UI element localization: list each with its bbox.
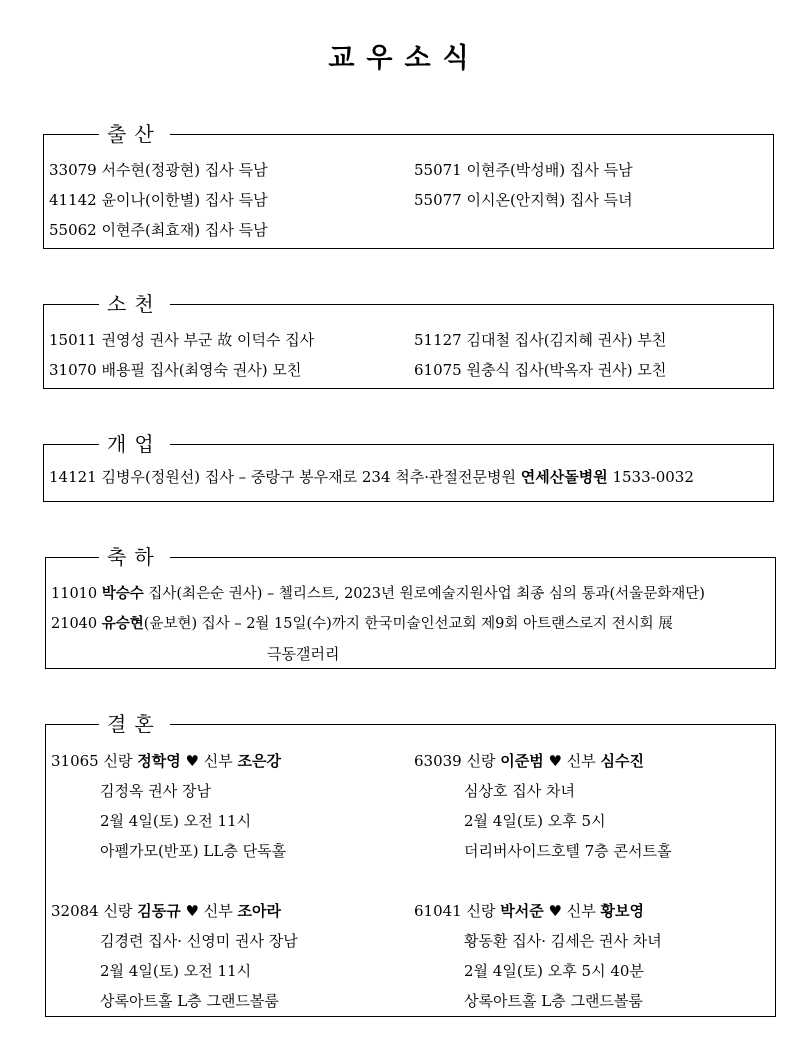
birth-item: 33079 서수현(정광현) 집사 득남 bbox=[49, 161, 268, 179]
opening-phone: 1533-0032 bbox=[607, 468, 694, 486]
birth-item: 55062 이현주(최효재) 집사 득남 bbox=[49, 221, 268, 239]
bride-label: 신부 bbox=[203, 902, 233, 920]
wedding-date: 2월 4일(토) 오전 11시 bbox=[100, 962, 252, 980]
bride-name: 조은강 bbox=[237, 752, 282, 770]
bride-label: 신부 bbox=[566, 902, 596, 920]
wedding-id: 63039 bbox=[414, 752, 462, 770]
groom-label: 신랑 bbox=[103, 902, 133, 920]
wedding-couple-line bbox=[414, 750, 644, 772]
wedding-venue: 아펠가모(반포) LL층 단독홀 bbox=[100, 842, 287, 860]
congrats-section bbox=[45, 545, 776, 669]
birth-section-title: 출산 bbox=[99, 119, 170, 149]
birth-item: 41142 윤이나(이한별) 집사 득남 bbox=[49, 191, 268, 209]
wedding-parents: 심상호 집사 차녀 bbox=[464, 782, 575, 800]
bride-name: 심수진 bbox=[600, 752, 645, 770]
congrats-item-id: 21040 bbox=[51, 616, 98, 632]
wedding-couple-line bbox=[414, 900, 644, 922]
wedding-parents: 황동환 집사· 김세은 권사 차녀 bbox=[464, 932, 662, 950]
funeral-item: 61075 원충식 집사(박옥자 권사) 모친 bbox=[414, 361, 667, 379]
wedding-parents: 김경련 집사· 신영미 권사 장남 bbox=[100, 932, 298, 950]
wedding-id: 61041 bbox=[414, 902, 462, 920]
wedding-date: 2월 4일(토) 오전 11시 bbox=[100, 812, 252, 830]
wedding-couple-line bbox=[51, 900, 281, 922]
wedding-parents: 김정옥 권사 장남 bbox=[100, 782, 211, 800]
congrats-item-continuation: 극동갤러리 bbox=[267, 645, 340, 663]
congrats-item-name: 박승수 bbox=[101, 585, 144, 602]
bride-label: 신부 bbox=[203, 752, 233, 770]
wedding-section-title: 결혼 bbox=[99, 709, 170, 739]
opening-item-text: 14121 김병우(정원선) 집사 – 중랑구 봉우재로 234 척추·관절전문병원 bbox=[49, 468, 521, 486]
congrats-item-id: 11010 bbox=[51, 586, 98, 602]
congrats-item-text: 집사(최은순 권사) – 첼리스트, 2023년 원로예술지원사업 최종 심의 통과(서울문화재단) bbox=[148, 586, 705, 602]
wedding-venue: 상록아트홀 L층 그랜드볼룸 bbox=[464, 992, 643, 1010]
bride-name: 황보영 bbox=[600, 902, 645, 920]
congrats-item-text: (윤보현) 집사 – 2월 15일(수)까지 한국미술인선교회 제9회 아트랜스로지 전시회 展 bbox=[143, 616, 673, 632]
wedding-date: 2월 4일(토) 오후 5시 40분 bbox=[464, 962, 644, 980]
heart-icon: ♥ bbox=[548, 752, 562, 770]
funeral-section bbox=[43, 292, 774, 389]
groom-label: 신랑 bbox=[103, 752, 133, 770]
funeral-section-title: 소천 bbox=[99, 289, 170, 319]
congrats-item-name: 유승현 bbox=[101, 615, 144, 632]
heart-icon: ♥ bbox=[548, 902, 562, 920]
groom-name: 정학영 bbox=[137, 752, 181, 770]
birth-item: 55071 이현주(박성배) 집사 득남 bbox=[414, 161, 633, 179]
groom-label: 신랑 bbox=[466, 902, 496, 920]
opening-section bbox=[43, 432, 774, 502]
heart-icon: ♥ bbox=[185, 752, 199, 770]
opening-section-title: 개업 bbox=[99, 429, 170, 459]
wedding-couple-line bbox=[51, 750, 281, 772]
wedding-venue: 상록아트홀 L층 그랜드볼룸 bbox=[100, 992, 279, 1010]
wedding-id: 32084 bbox=[51, 902, 99, 920]
bride-label: 신부 bbox=[566, 752, 596, 770]
heart-icon: ♥ bbox=[185, 902, 199, 920]
wedding-id: 31065 bbox=[51, 752, 99, 770]
groom-name: 이준범 bbox=[500, 752, 544, 770]
funeral-item: 31070 배용필 집사(최영숙 권사) 모친 bbox=[49, 361, 302, 379]
wedding-section bbox=[45, 712, 776, 1017]
birth-section bbox=[43, 122, 774, 249]
groom-name: 박서준 bbox=[500, 902, 544, 920]
opening-hospital-name: 연세산돌병원 bbox=[520, 468, 608, 486]
wedding-date: 2월 4일(토) 오후 5시 bbox=[464, 812, 606, 830]
wedding-venue: 더리버사이드호텔 7층 콘서트홀 bbox=[464, 842, 672, 860]
funeral-item: 51127 김대철 집사(김지혜 권사) 부친 bbox=[414, 331, 667, 349]
groom-label: 신랑 bbox=[466, 752, 496, 770]
congrats-item bbox=[51, 583, 705, 605]
page-title: 교우소식 bbox=[328, 43, 481, 74]
groom-name: 김동규 bbox=[137, 902, 181, 920]
opening-item bbox=[49, 466, 694, 488]
funeral-item: 15011 권영성 권사 부군 故 이덕수 집사 bbox=[49, 331, 315, 349]
birth-item: 55077 이시온(안지혁) 집사 득녀 bbox=[414, 191, 633, 209]
congrats-item bbox=[51, 613, 673, 635]
congrats-section-title: 축하 bbox=[99, 542, 170, 572]
bride-name: 조아라 bbox=[237, 902, 282, 920]
